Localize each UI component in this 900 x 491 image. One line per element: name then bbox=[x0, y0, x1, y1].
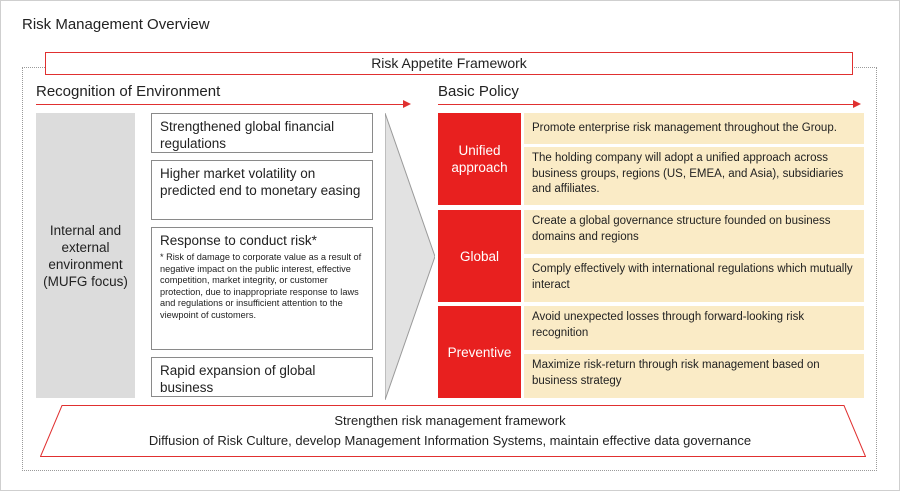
category-preventive bbox=[438, 306, 521, 398]
recognition-heading: Recognition of Environment bbox=[36, 83, 221, 100]
policy-item: Create a global governance structure founded on business domains and regions bbox=[524, 210, 864, 254]
category-global bbox=[438, 210, 521, 302]
policy-item: Maximize risk-return through risk management based on business strategy bbox=[524, 354, 864, 398]
category-label: Global bbox=[459, 248, 500, 264]
env-item-regulations bbox=[151, 113, 373, 153]
env-item-market-volatility bbox=[151, 160, 373, 220]
env-item-conduct-risk bbox=[151, 227, 373, 350]
environment-side-label bbox=[36, 113, 135, 398]
diagram-title: Risk Management Overview bbox=[22, 16, 210, 33]
env-item-title: Response to conduct risk* bbox=[160, 233, 317, 248]
env-item-title: Rapid expansion of global business bbox=[160, 363, 316, 395]
basic-policy-arrow bbox=[438, 104, 859, 105]
env-item-title: Strengthened global financial regulations bbox=[160, 119, 335, 151]
policy-item: The holding company will adopt a unified approach across business groups, regions (US, EMEA, and Asia), subsidiaries and affiliates. bbox=[524, 147, 864, 205]
env-item-title: Higher market volatility on predicted end to monetary easing bbox=[160, 166, 361, 198]
transition-chevron bbox=[385, 113, 435, 400]
policy-item: Promote enterprise risk management throughout the Group. bbox=[524, 113, 864, 144]
category-label: Preventive bbox=[447, 344, 512, 360]
foundation-text bbox=[40, 411, 860, 451]
foundation-line-1: Strengthen risk management framework bbox=[334, 413, 566, 428]
environment-side-label-text: Internal and external environment (MUFG focus) bbox=[43, 222, 128, 289]
recognition-arrow bbox=[36, 104, 409, 105]
risk-appetite-framework-bar: Risk Appetite Framework bbox=[45, 52, 853, 75]
category-unified-approach bbox=[438, 113, 521, 205]
policy-item: Comply effectively with international regulations which mutually interact bbox=[524, 258, 864, 302]
foundation-line-2: Diffusion of Risk Culture, develop Management Information Systems, maintain effective data governance bbox=[148, 433, 752, 448]
conduct-risk-note: * Risk of damage to corporate value as a result of negative impact on the public interest, effective competition, market integrity, or customer protection, due to inappropriate response to laws and regulations or insufficient attention to the viewpoint of customers. bbox=[160, 252, 362, 320]
env-item-global-expansion bbox=[151, 357, 373, 397]
category-label: Unified approach bbox=[451, 143, 508, 175]
basic-policy-heading: Basic Policy bbox=[438, 83, 519, 100]
policy-item: Avoid unexpected losses through forward-looking risk recognition bbox=[524, 306, 864, 350]
